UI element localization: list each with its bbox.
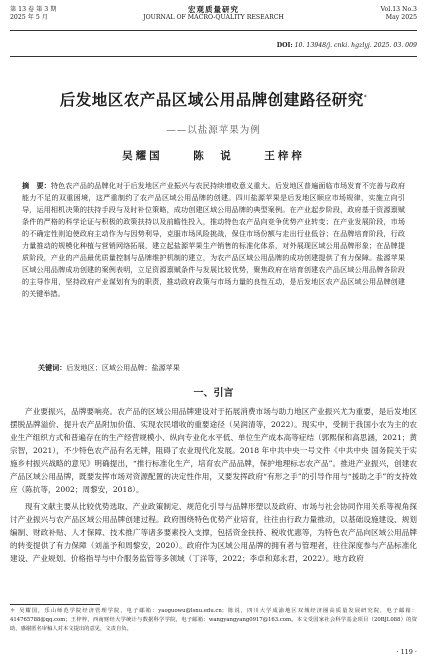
header-right — [381, 6, 417, 22]
title-footnote-mark: * — [363, 93, 368, 101]
doi-value: 10. 13948/j. cnki. hgzlyj. 2025. 03. 009 — [294, 42, 417, 49]
abstract-text: 特色农产品的品牌化对于后发地区产业振兴与农民持续增收意义重大。后发地区普遍面临市场发育不完善与政府能力不足的双重困境，这严重制约了农产品区域公用品牌的创建。四川盐源苹果是后发地区顺应市场规律，实施立向引导，运用相机决策的扶持手段与及时补位策略，成功创建区域公用品牌的典型案例。在产业起步阶段，政府基于资源禀赋条件的严格的科学论证与积极的政策扶持以及前瞻性投入，推动特色农产品向竞争优势产业转变；在产业发展阶段，市场的不确定性则迫使政府主动作为与因势利导，克服市场风险挑战，保住市场份额与走出行业低谷；在品牌培育阶段，行政力量推动的规模化种植与营销网络拓展，建立起盐源苹果生产销售的标准化体系，对外展现区域公用品牌形象；在品牌提质阶段，产业的产品最优质量控制与品牌维护机制的建立，为农产品区域公用品牌的成功创建提供了有力保障。盐源苹果区域公用品牌成功创建的案例表明，立足资源禀赋条件与发展比较优势，聚焦政府在培育创建农产品区域公用品牌各阶段的主导作用，坚持政府产业谋划有为的职责，推动政府政策与市场力量的良性互动，是后发地区农产品区域公用品牌创建的关键举措。 — [22, 181, 406, 298]
author-1: 吴耀国 — [122, 150, 163, 162]
volume-issue-en: Vol.13 No.3 — [380, 6, 417, 13]
body-paragraph: 现有文献主要从比较优势选取、产业政策制定、规范化引导与品牌形塑以及政府、市场与社会协同作用关系等视角探讨产业振兴与农产品区域公用品牌创建过程。政府围绕特色优势产业培育，往往由行政力量推动，以基础设施建设、规划编制、财政补贴、人才保障、技术推广等诸多要素投入支撑，包括资金扶持、税收优惠等，为特色农产品向区域公用品牌的转变提供了有力保障（刘盖予和周黎安，2020）。政府作为区域公用品牌的拥有者与管理者，往往深度参与产品标准化建设、产业规划、价格指导与中介服务监管等多领域（丁洋等，2022；李卓和郑永君，2022）。地方政府 — [10, 502, 417, 563]
paper-title-text: 后发地区农产品区域公用品牌创建路径研究 — [59, 91, 364, 109]
doi-rule — [10, 56, 417, 57]
doi-label: DOI: — [276, 42, 293, 49]
keywords-label: 关键词： — [38, 363, 67, 372]
keywords-text: 后发地区；区域公用品牌；盐源苹果 — [66, 363, 180, 372]
abstract-label: 摘 要： — [22, 181, 51, 190]
volume-issue: 第 13 卷 第 3 期 — [10, 6, 57, 13]
journal-name-zh: 宏观质量研究 — [188, 5, 239, 14]
keywords — [38, 362, 405, 374]
abstract — [22, 180, 405, 300]
author-2: 陈 说 — [193, 150, 234, 162]
paper-title — [0, 88, 427, 110]
footnote: ＊ 吴耀国，乐山师范学院经济管理学院，电子邮箱：yaoguowu@lsnu.edu.cn；陈说，四川大学成渝地区双城经济圈高质量发展研究院，电子邮箱：414765788@qq.com；王梓梓，西南财经大学统计与数据科学学院，电子邮箱：wangyangyang0917@163.com。本文受国家社会科学基金项目（20BJL088）的资助，感谢匿名审稿人对本文提出的意见，文责自负。 — [10, 608, 417, 632]
body-text — [10, 405, 417, 569]
running-header — [10, 6, 417, 28]
publication-date-en: May 2025 — [385, 14, 417, 21]
journal-name-en: JOURNAL OF MACRO-QUALITY RESEARCH — [143, 14, 284, 21]
doi-line — [277, 42, 417, 49]
section-heading: 一、引言 — [193, 388, 234, 399]
body-paragraph: 产业要振兴，品牌要响亮。农产品的区域公用品牌建设对于拓展消费市场与助力地区产业振兴尤为重要，是后发地区摆脱品牌溢价、提升农产品附加价值、实现农民增收的重要途径（吴润清等，2022）。现实中，受制于我国小农为主的农业生产组织方式和普遍存在的生产经营规模小、纵向专业化水平低、单位生产成本高等症结（郭熙保和高思涵，2021；黄宗智，2021），不少特色农产品有名无牌，阻碍了农业现代化发展。2018 年中共中央一号文件《中共中央 国务院关于实施乡村振兴战略的意见》明确提出，“推行标准化生产，培育农产品品牌，保护地理标志农产品”。推进产业振兴，创建农产品区域公用品牌，既要发挥市场对资源配置的决定性作用，又要发挥政府“有形之手”的引导作用与“援助之手”的支持效应（陈抗等，2002；周黎安，2018）。 — [10, 407, 417, 494]
author-3: 王梓梓 — [264, 150, 305, 162]
footnote-rule — [10, 604, 100, 605]
header-rule — [10, 30, 417, 31]
paper-subtitle: ——以盐源苹果为例 — [166, 125, 261, 136]
publication-date: 2025 年 5 月 — [10, 14, 48, 21]
page-number: · 119 · — [396, 648, 417, 656]
header-center — [10, 6, 417, 22]
author-list — [0, 148, 427, 163]
